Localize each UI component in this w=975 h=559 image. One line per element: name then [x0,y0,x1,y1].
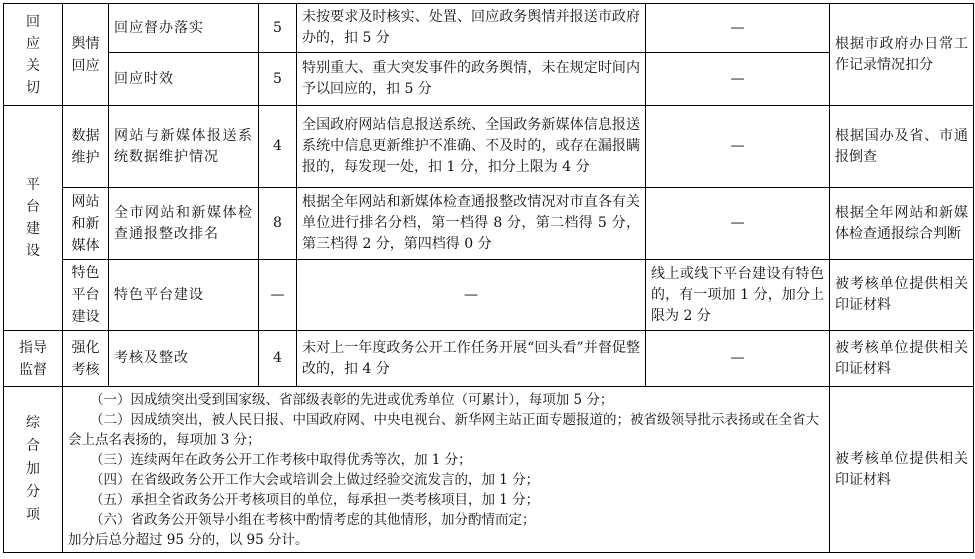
bonus-item: （四）在省级政务公开工作大会或培训会上做过经验交流发言的，加 1 分； [90,471,540,488]
score-cell: 8 [259,188,297,260]
score-cell: — [259,260,297,331]
score-cell: 4 [259,331,297,387]
item-cell: 特色平台建设 [109,260,259,331]
deduction-cell: 全国政府网站信息报送系统、全国政务新媒体信息报送系统中信息更新维护不准确、不及时的，或存在漏报瞒报的，每发现一处，扣 1 分，扣分上限为 4 分 [297,106,646,188]
bonus-item: （五）承担全省政务公开考核项目的单位，每承担一类考核项目，加 1 分； [90,491,540,508]
item-cell: 全市网站和新媒体检查通报整改排名 [109,188,259,260]
bonus-item: （一）因成绩突出受到国家级、省部级表彰的先进或优秀单位（可累计），每项加 5 分； [90,391,614,408]
bonus-items-cell [63,387,830,553]
bonus-item: （三）连续两年在政务公开工作考核中取得优秀等次，加 1 分； [90,451,472,468]
deduction-cell: — [297,260,646,331]
category-cell: 回应关切 [4,4,63,106]
item-cell: 网站与新媒体报送系统数据维护情况 [109,106,259,188]
basis-cell: 被考核单位提供相关印证材料 [830,387,974,553]
basis-cell: 被考核单位提供相关印证材料 [830,260,974,331]
table-row [4,4,974,53]
basis-cell: 根据市政府办日常工作记录情况扣分 [830,4,974,106]
basis-cell: 根据全年网站和新媒体检查通报综合判断 [830,188,974,260]
bonus-cell: — [646,188,830,260]
category-cell: 平台建设 [4,106,63,331]
subcategory-cell: 特色平台建设 [63,260,109,331]
bonus-item: （六）省政务公开领导小组在考核中酌情考虑的其他情形，加分酌情而定； [90,511,536,528]
bonus-item: （二）因成绩突出，被人民日报、中国政府网、中央电视台、新华网主站正面专题报道的；被省级领导批示表扬或在全省大会上点名表扬的，每项加 3 分； [68,411,819,448]
subcategory-cell: 舆情回应 [63,4,109,106]
item-cell: 考核及整改 [109,331,259,387]
category-cell: 指导监督 [4,331,63,387]
table-row [4,188,974,260]
bonus-cell: — [646,106,830,188]
subcategory-cell: 数据维护 [63,106,109,188]
bonus-cell: — [646,53,830,106]
score-cell: 5 [259,53,297,106]
bonus-cell: — [646,4,830,53]
category-cell: 综合加分项 [4,387,63,553]
basis-cell: 根据国办及省、市通报倒查 [830,106,974,188]
item-cell: 回应时效 [109,53,259,106]
score-cell: 5 [259,4,297,53]
deduction-cell: 特别重大、重大突发事件的政务舆情，未在规定时间内予以回应的，扣 5 分 [297,53,646,106]
item-cell: 回应督办落实 [109,4,259,53]
bonus-item: 加分后总分超过 95 分的，以 95 分计。 [68,531,309,548]
table-row [4,387,974,553]
subcategory-cell: 网站和新媒体 [63,188,109,260]
table-row [4,331,974,387]
bonus-cell: 线上或线下平台建设有特色的，有一项加 1 分，加分上限为 2 分 [646,260,830,331]
table-row [4,53,974,106]
table-row [4,106,974,188]
table-row [4,260,974,331]
deduction-cell: 根据全年网站和新媒体检查通报整改情况对市直各有关单位进行排名分档，第一档得 8 分，第二档得 5 分，第三档得 2 分，第四档得 0 分 [297,188,646,260]
deduction-cell: 未对上一年度政务公开工作任务开展“回头看”并督促整改的，扣 4 分 [297,331,646,387]
basis-cell: 被考核单位提供相关印证材料 [830,331,974,387]
assessment-table [3,3,974,553]
subcategory-cell: 强化考核 [63,331,109,387]
score-cell: 4 [259,106,297,188]
bonus-cell: — [646,331,830,387]
deduction-cell: 未按要求及时核实、处置、回应政务舆情并报送市政府办的，扣 5 分 [297,4,646,53]
